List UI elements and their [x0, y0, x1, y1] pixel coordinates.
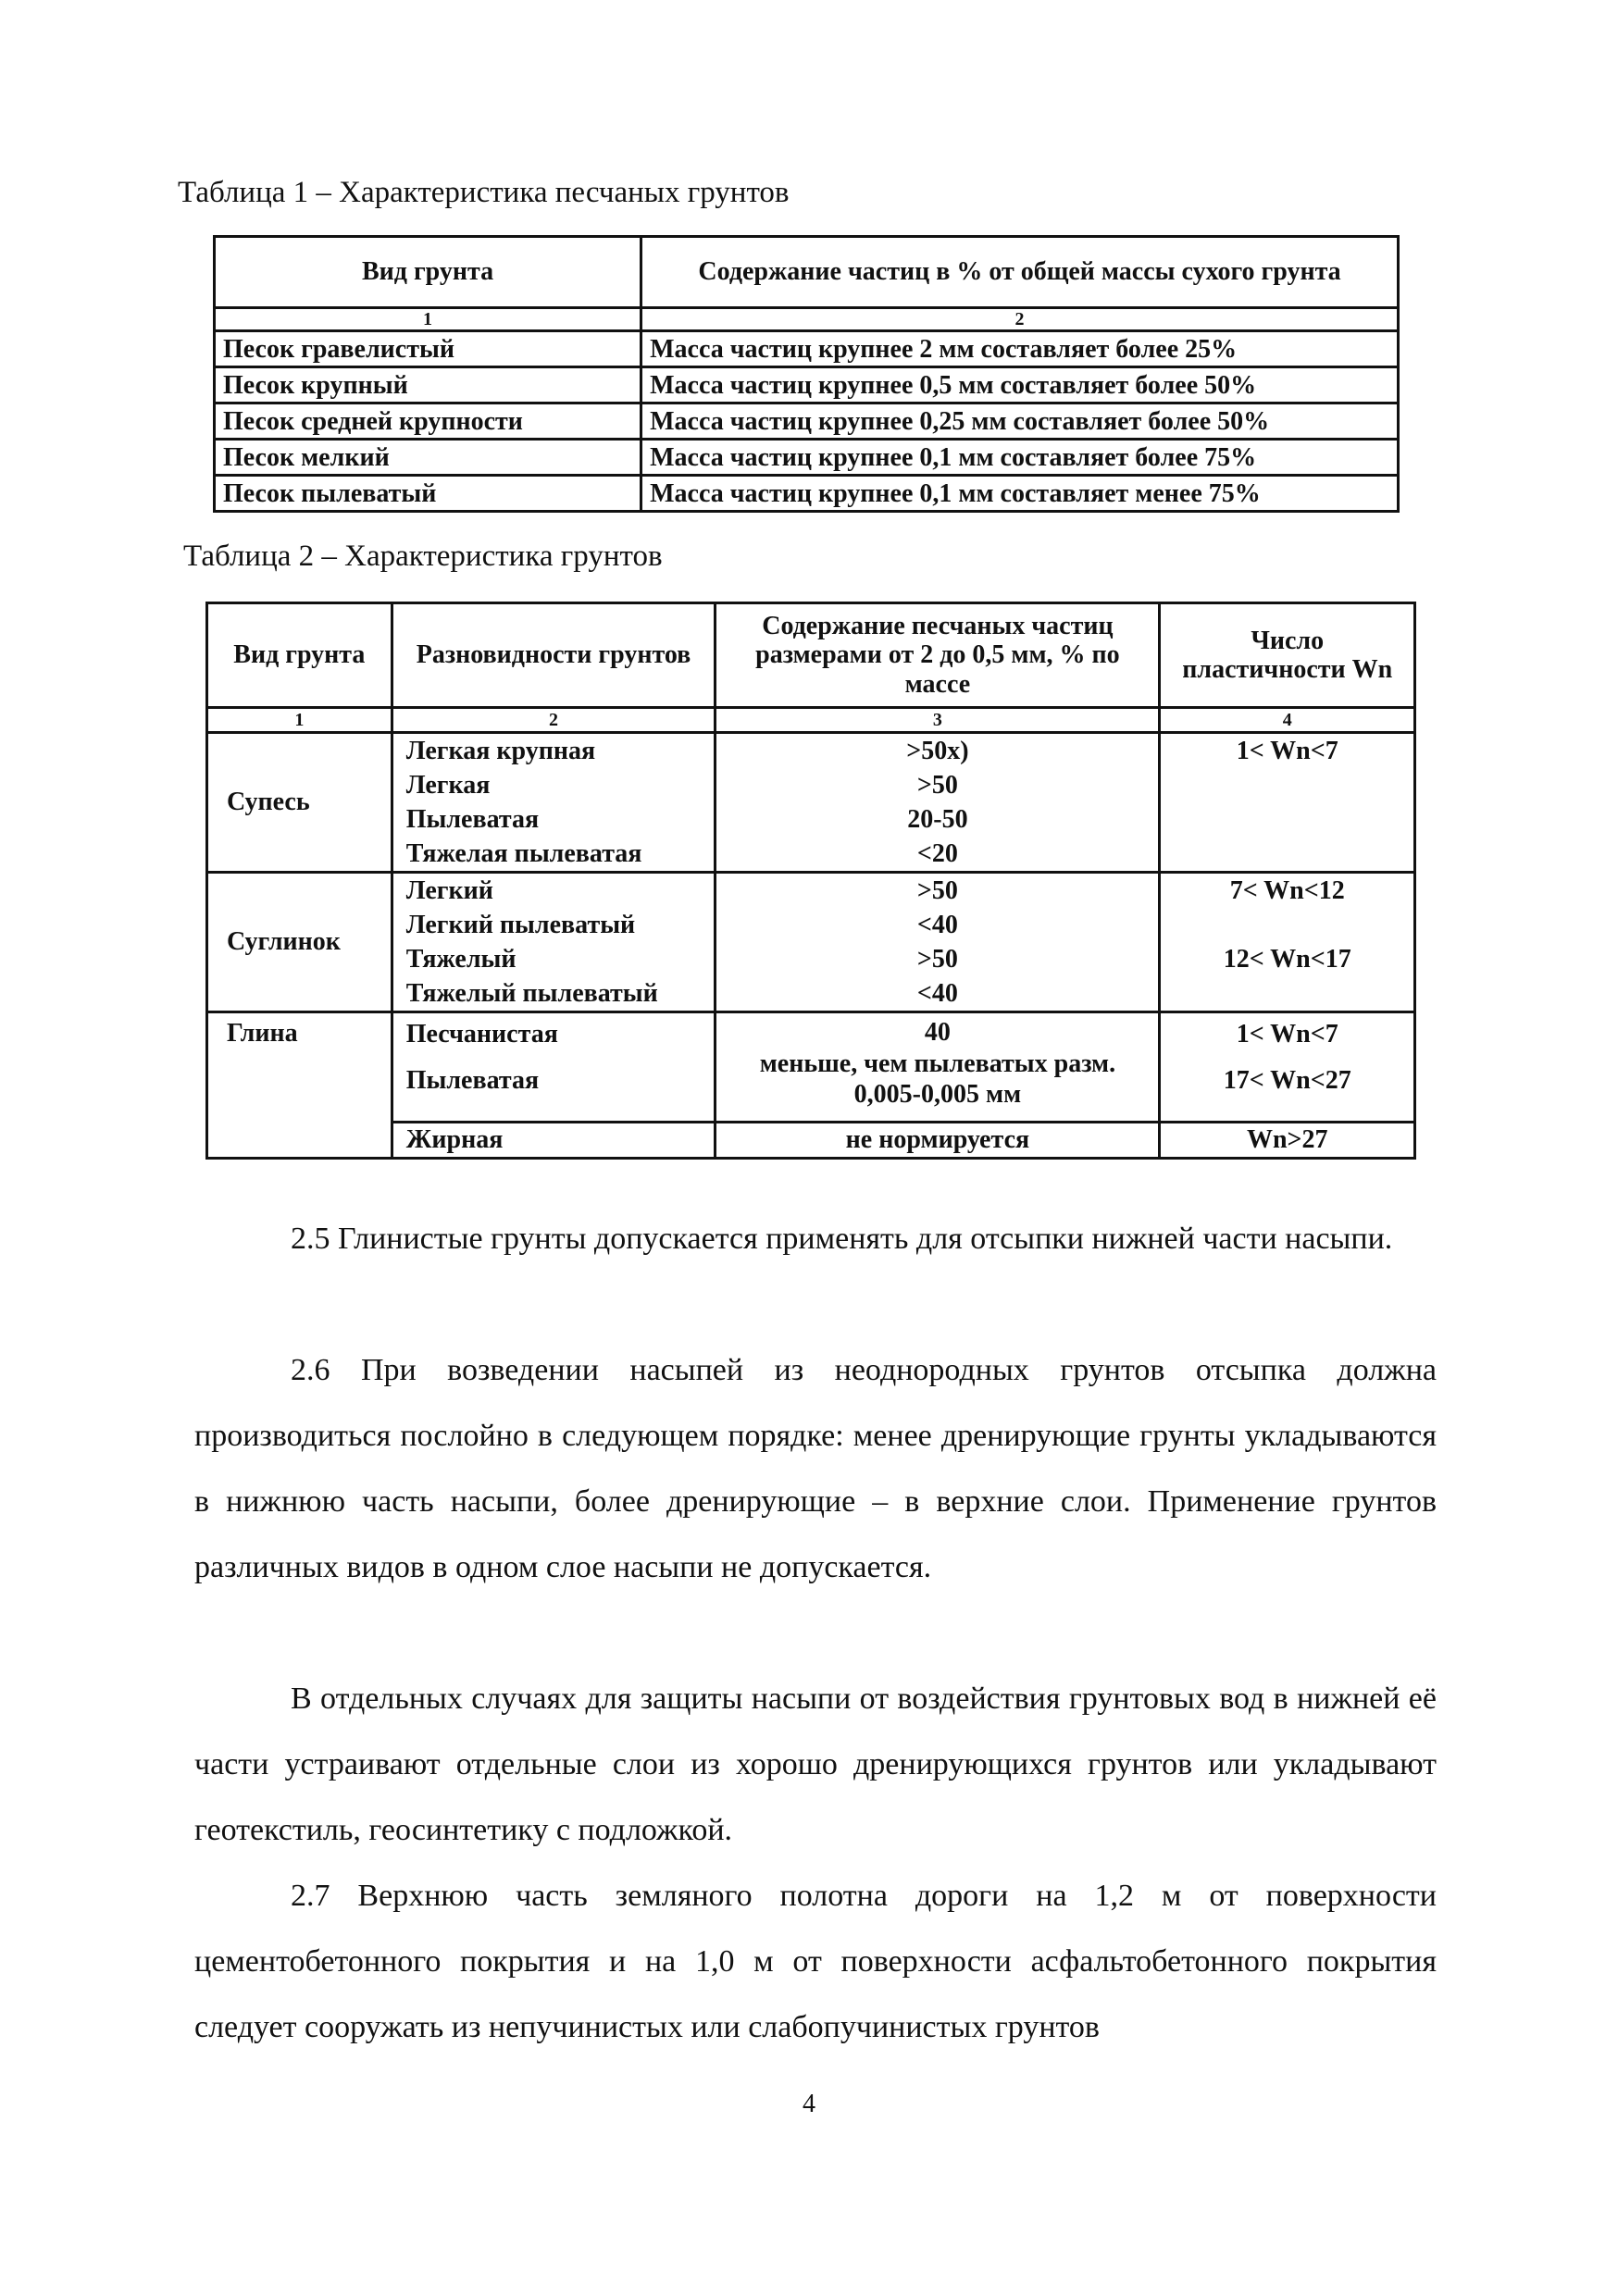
table1-cell: Песок гравелистый	[215, 331, 641, 367]
sand-value: <40	[916, 911, 958, 939]
plasticity-value	[1168, 802, 1406, 837]
table1-cell: Масса частиц крупнее 2 мм составляет более 25%	[641, 331, 1399, 367]
table2-header-type: Вид грунта	[207, 603, 392, 708]
soil-type-supes: Супесь	[207, 733, 392, 873]
table1-header-type: Вид грунта	[215, 237, 641, 308]
varieties-cell	[392, 1012, 716, 1123]
variety: Легкий пылеватый	[405, 911, 636, 939]
page-number: 4	[803, 2090, 815, 2118]
table2-header-plasticity: Число пластичности Wn	[1160, 603, 1415, 708]
table1-cell: Песок пылеватый	[215, 476, 641, 512]
plasticity-value: 1< Wn<7	[1236, 737, 1338, 765]
table-row	[207, 873, 1415, 1012]
table1-cell: Масса частиц крупнее 0,1 мм составляет более 75%	[641, 440, 1399, 476]
paragraph-2-7: 2.7 Верхнюю часть земляного полотна дороги на 1,2 м от поверхности цементобетонного покрытия и на 1,0 м от поверхности асфальтобетонного покрытия следует сооружать из непучинистых или слабопучинистых грунтов	[194, 1879, 1437, 2044]
table-row	[207, 733, 1415, 873]
sand-value: не нормируется	[716, 1123, 1160, 1159]
variety: Легкий	[405, 876, 493, 905]
table2-header-sand: Содержание песчаных частиц размерами от 2 до 0,5 мм, % по массе	[716, 603, 1160, 708]
variety: Тяжелый	[405, 945, 517, 974]
table1-cell: Песок крупный	[215, 367, 641, 403]
table2-colnum: 2	[392, 708, 716, 733]
table-row	[215, 367, 1399, 403]
sand-cell	[716, 873, 1160, 1012]
paragraph-2-6: 2.6 При возведении насыпей из неоднородных грунтов отсыпка должна производиться послойно в следующем порядке: менее дренирующие грунты укладываются в нижнюю часть насыпи, более дренирующие – в верхние слои. Применение грунтов различных видов в одном слое насыпи не допускается.	[194, 1353, 1437, 1584]
table2	[205, 602, 1416, 1160]
sand-value: меньше, чем пылеватых разм. 0,005-0,005 мм	[759, 1049, 1116, 1110]
variety: Тяжелый пылеватый	[405, 979, 658, 1008]
variety: Жирная	[392, 1123, 716, 1159]
sand-value: >50х)	[906, 737, 969, 765]
variety: Тяжелая пылеватая	[405, 839, 642, 868]
sand-value: 40	[924, 1018, 951, 1047]
sand-cell	[716, 733, 1160, 873]
table1-colnum: 2	[641, 308, 1399, 331]
variety: Пылеватая	[405, 1065, 540, 1095]
table-row	[215, 403, 1399, 440]
sand-value: <40	[916, 979, 958, 1008]
table1-cell: Масса частиц крупнее 0,5 мм составляет более 50%	[641, 367, 1399, 403]
sand-value: >50	[916, 876, 958, 905]
table-row	[215, 331, 1399, 367]
table1-cell: Песок средней крупности	[215, 403, 641, 440]
table1-cell: Масса частиц крупнее 0,25 мм составляет более 50%	[641, 403, 1399, 440]
table1-colnum: 1	[215, 308, 641, 331]
table-row	[207, 1012, 1415, 1123]
sand-value: >50	[916, 945, 958, 974]
table2-colnum: 4	[1160, 708, 1415, 733]
table2-caption: Таблица 2 – Характеристика грунтов	[183, 540, 663, 573]
sand-value: 20-50	[907, 805, 968, 834]
plasticity-cell	[1160, 873, 1415, 1012]
plasticity-value	[1168, 908, 1406, 942]
table1-cell: Песок мелкий	[215, 440, 641, 476]
sand-cell	[716, 1012, 1160, 1123]
plasticity-value: 7< Wn<12	[1229, 876, 1345, 905]
table-row	[215, 476, 1399, 512]
variety: Песчанистая	[405, 1020, 558, 1049]
variety: Пылеватая	[405, 805, 540, 834]
table1-header-content: Содержание частиц в % от общей массы сухого грунта	[641, 237, 1399, 308]
plasticity-value	[1168, 976, 1406, 1011]
varieties-cell	[392, 733, 716, 873]
soil-type-suglinok: Суглинок	[207, 873, 392, 1012]
plasticity-value: Wn>27	[1160, 1123, 1415, 1159]
table1	[213, 235, 1400, 513]
varieties-cell	[392, 873, 716, 1012]
table2-header-varieties: Разновидности грунтов	[392, 603, 716, 708]
sand-value: >50	[916, 771, 958, 800]
plasticity-cell	[1160, 733, 1415, 873]
table2-colnum: 3	[716, 708, 1160, 733]
variety: Легкая	[405, 771, 491, 800]
paragraph-2-5: 2.5 Глинистые грунты допускается применять для отсыпки нижней части насыпи.	[291, 1222, 1393, 1256]
soil-type-glina: Глина	[207, 1012, 392, 1159]
plasticity-value: 12< Wn<17	[1223, 945, 1351, 974]
plasticity-value: 1< Wn<7	[1236, 1020, 1338, 1049]
plasticity-value: 17< Wn<27	[1223, 1065, 1351, 1095]
plasticity-value	[1168, 768, 1406, 802]
plasticity-value	[1168, 837, 1406, 871]
plasticity-cell	[1160, 1012, 1415, 1123]
sand-value: <20	[916, 839, 958, 868]
table1-caption: Таблица 1 – Характеристика песчаных грунтов	[178, 176, 790, 209]
table-row	[215, 440, 1399, 476]
table1-cell: Масса частиц крупнее 0,1 мм составляет менее 75%	[641, 476, 1399, 512]
variety: Легкая крупная	[405, 737, 596, 765]
paragraph-groundwater: В отдельных случаях для защиты насыпи от воздействия грунтовых вод в нижней её части устраивают отдельные слои из хорошо дренирующихся грунтов или укладывают геотекстиль, геосинтетику с подложкой.	[194, 1682, 1437, 1847]
table2-colnum: 1	[207, 708, 392, 733]
